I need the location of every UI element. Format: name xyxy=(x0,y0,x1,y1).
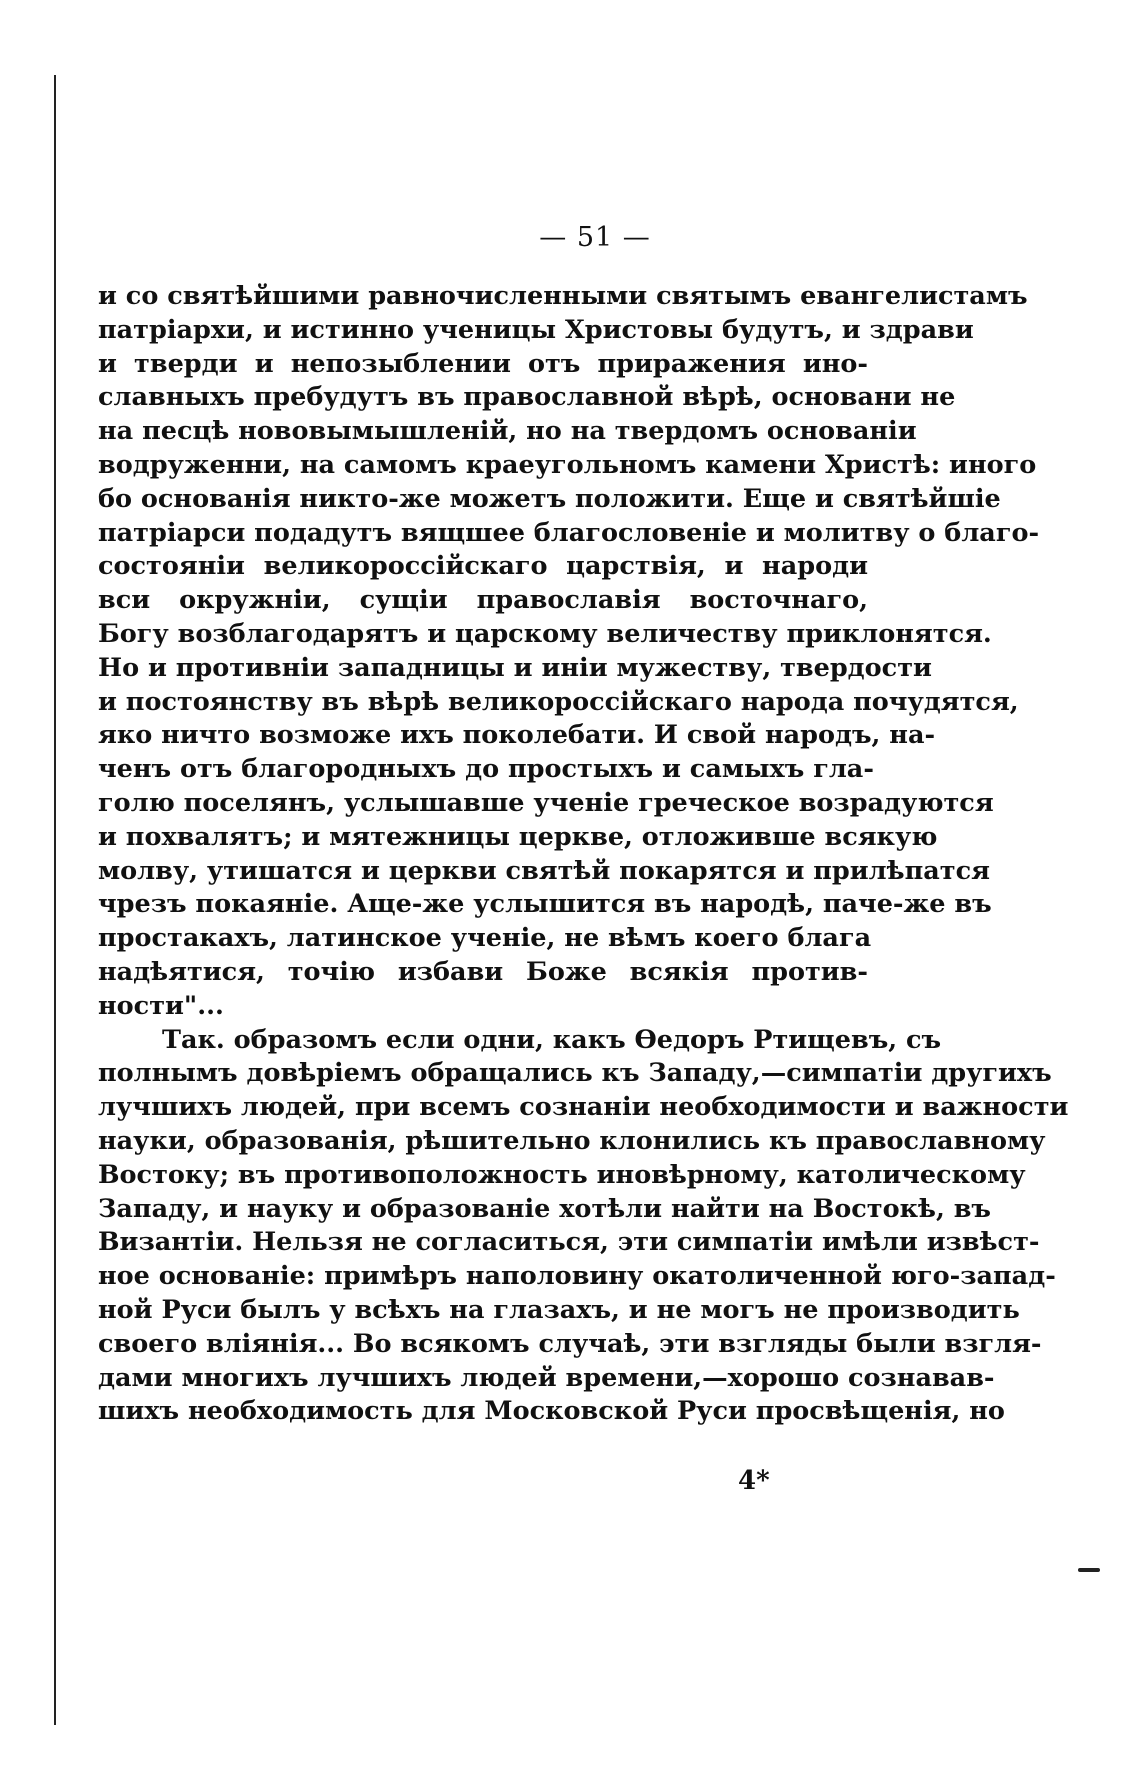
page-number: — 51 — xyxy=(539,222,651,253)
text-line: Но и противніи западницы и иніи мужеству, твердости xyxy=(98,652,932,683)
text-line: науки, образованія, рѣшительно клонились къ православному xyxy=(98,1125,1046,1156)
text-line: патріарси подадутъ вящшее благословеніе и молитву о благо- xyxy=(98,517,1040,548)
text-line: и постоянству въ вѣрѣ великороссійскаго народа почудятся, xyxy=(98,686,1019,717)
text-line: лучшихъ людей, при всемъ сознаніи необходимости и важности xyxy=(98,1092,1069,1123)
paragraph-start-line: Так. образомъ если одни, какъ Ѳедоръ Ртищевъ, съ xyxy=(162,1024,942,1055)
text-line: Западу, и науку и образованіе хотѣли найти на Востокѣ, въ xyxy=(98,1193,991,1224)
body-text xyxy=(98,280,1069,1429)
text-line: яко ничто возможе ихъ поколебати. И свой народъ, на- xyxy=(98,720,936,751)
text-line: шихъ необходимость для Московской Руси просвѣщенія, но xyxy=(98,1396,1005,1427)
text-line: водруженни, на самомъ краеугольномъ камени Христѣ: иного xyxy=(98,449,1037,480)
text-line: дами многихъ лучшихъ людей времени,—хорошо сознавав- xyxy=(98,1362,995,1393)
text-line: и со святѣйшими равночисленными святымъ евангелистамъ xyxy=(98,281,1028,311)
text-line: надѣятися, точію избави Боже всякія против- xyxy=(98,956,868,987)
scan-page-edge xyxy=(54,75,56,1725)
text-line: голю поселянъ, услышавше ученіе греческое возрадуются xyxy=(98,787,994,818)
text-line: молву, утишатся и церкви святѣй покарятся и прилѣпатся xyxy=(98,855,990,886)
text-line: и тверди и непозыблении отъ приражения ино- xyxy=(98,348,868,379)
text-line: чрезъ покаяніе. Аще-же услышится въ народѣ, паче-же въ xyxy=(98,889,992,920)
text-line: на песцѣ нововымышленій, но на твердомъ основаніи xyxy=(98,416,917,447)
signature-mark: 4* xyxy=(738,1466,770,1496)
text-line: вси окружніи, сущіи православія восточнаго, xyxy=(98,585,868,616)
text-line: состояніи великороссійскаго царствія, и народи xyxy=(98,551,868,582)
text-line: ченъ отъ благородныхъ до простыхъ и самыхъ гла- xyxy=(98,754,874,785)
text-line: ности"... xyxy=(98,990,224,1021)
text-line: и похвалятъ; и мятежницы церкве, отложивше всякую xyxy=(98,821,938,852)
text-line: патріархи, и истинно ученицы Христовы будутъ, и здрави xyxy=(98,314,974,345)
scan-artifact xyxy=(1078,1568,1100,1572)
text-line: полнымъ довѣріемъ обращались къ Западу,—симпатіи другихъ xyxy=(98,1058,1052,1089)
text-line: бо основанія никто-же можетъ положити. Еще и святѣйшіе xyxy=(98,483,1001,514)
text-line: ное основаніе: примѣръ наполовину окатоличенной юго-запад- xyxy=(98,1261,1056,1292)
text-line: простакахъ, латинское ученіе, не вѣмъ коего блага xyxy=(98,923,872,954)
text-line: Богу возблагодарятъ и царскому величеству приклонятся. xyxy=(98,618,992,649)
text-line: своего вліянія... Во всякомъ случаѣ, эти взгляды были взгля- xyxy=(98,1328,1042,1359)
text-line: ной Руси былъ у всѣхъ на глазахъ, и не могъ не производить xyxy=(98,1294,1020,1325)
text-line: Востоку; въ противоположность иновѣрному, католическому xyxy=(98,1159,1026,1190)
text-line: Византіи. Нельзя не согласиться, эти симпатіи имѣли извѣст- xyxy=(98,1227,1040,1258)
text-line: славныхъ пребудутъ въ православной вѣрѣ, основани не xyxy=(98,382,956,413)
